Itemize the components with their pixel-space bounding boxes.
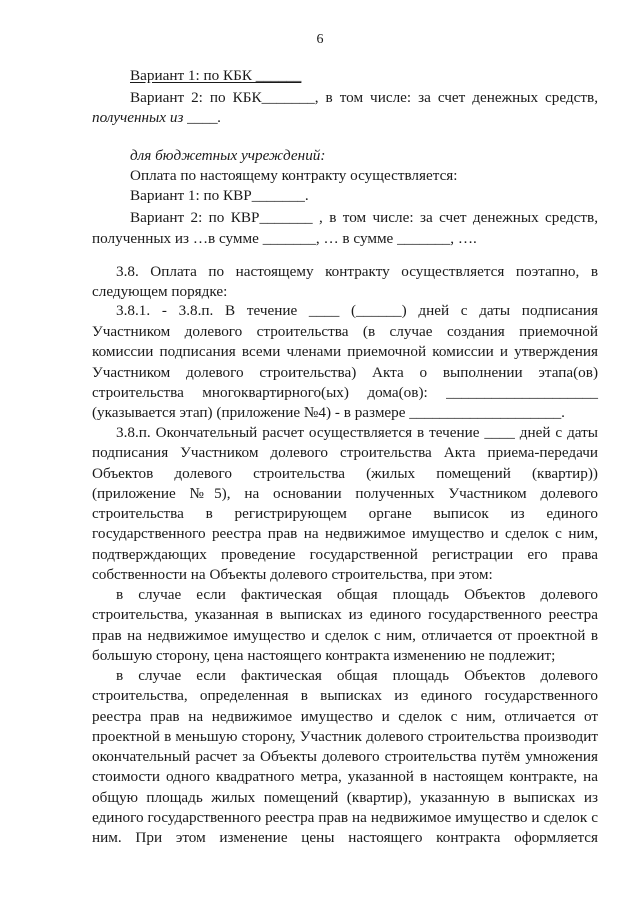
text-line: (указывается этап) (приложение №4) - в размере ____________________. — [92, 404, 565, 421]
text-line: Оплата по настоящему контракту осуществляется: — [130, 167, 458, 184]
text-line: проектной в меньшую сторону, Участник долевого строительства производит — [92, 728, 598, 745]
text-line: полученных из ____. — [92, 109, 222, 126]
text-line: строительства, определенная в выписках из единого государственного — [92, 687, 598, 704]
text-line: строительства многоквартирного(ых) дома(ов): ____________________ — [92, 384, 598, 401]
text-line: Участником долевого строительства (в случае создания приемочной — [92, 323, 598, 340]
text-line: Вариант 2: по КБК_______, в том числе: за счет денежных средств, — [130, 89, 598, 106]
text-line: собственности на Объекты долевого строительства, при этом: — [92, 566, 493, 583]
text-line: полученных из …в сумме _______, … в сумме _______, …. — [92, 230, 477, 247]
text-line: общую площадь жилых помещений (квартир), указанную в выписках из — [92, 789, 598, 806]
text-line: реестра прав на недвижимое имущество и сделок с ним, отличается от — [92, 708, 598, 725]
text-line: ним. При этом изменение цены настоящего контракта оформляется — [92, 829, 598, 846]
text-line: Вариант 1: по КВР_______. — [130, 187, 309, 204]
text-line: в случае если фактическая общая площадь Объектов долевого — [116, 667, 598, 684]
text-line: стоимости одного квадратного метра, указанной в настоящем контракте, на — [92, 768, 598, 785]
text-line: окончательный расчет за Объекты долевого строительства путём умножения — [92, 748, 598, 765]
text-line: прав на недвижимое имущество и сделок с ним, отличается от проектной в — [92, 627, 598, 644]
text-line: в случае если фактическая общая площадь Объектов долевого — [116, 586, 598, 603]
text-line: для бюджетных учреждений: — [130, 147, 326, 164]
text-line: подписания Участником долевого строительства Акта приема-передачи — [92, 444, 598, 461]
text-line: следующем порядке: — [92, 283, 228, 300]
text-line: 3.8.1. - 3.8.п. В течение ____ (______) дней с даты подписания — [116, 302, 598, 319]
text-line: комиссии подписания всеми членами приемочной комиссии и утверждения — [92, 343, 598, 360]
page-number: 6 — [316, 32, 324, 47]
text-line: подтверждающих проведение государственной регистрации его права — [92, 546, 598, 563]
text-line: Вариант 1: по КБК ______ — [130, 67, 302, 84]
text-line: государственного реестра прав на недвижимое имущество и сделок с ним, — [92, 525, 598, 542]
text-line: Объектов долевого строительства (жилых помещений (квартир)) — [92, 465, 598, 482]
text-line: строительства, указанная в выписках из единого государственного реестра — [92, 606, 598, 623]
text-line: Вариант 2: по КВР_______ , в том числе: за счет денежных средств, — [130, 209, 598, 226]
text-line: 3.8. Оплата по настоящему контракту осуществляется поэтапно, в — [116, 263, 598, 280]
text-line: строительства в регистрирующем органе выписок из единого — [92, 505, 598, 522]
text-line: Участником долевого строительства) Акта о выполнении этапа(ов) — [92, 364, 598, 381]
text-line: единого государственного реестра прав на недвижимое имущество и сделок с — [92, 809, 598, 826]
text-line: большую сторону, цена настоящего контракта изменению не подлежит; — [92, 647, 556, 664]
text-line: (приложение №5), на основании полученных Участником долевого — [92, 485, 598, 502]
text-line: 3.8.п. Окончательный расчет осуществляется в течение ____ дней с даты — [116, 424, 598, 441]
